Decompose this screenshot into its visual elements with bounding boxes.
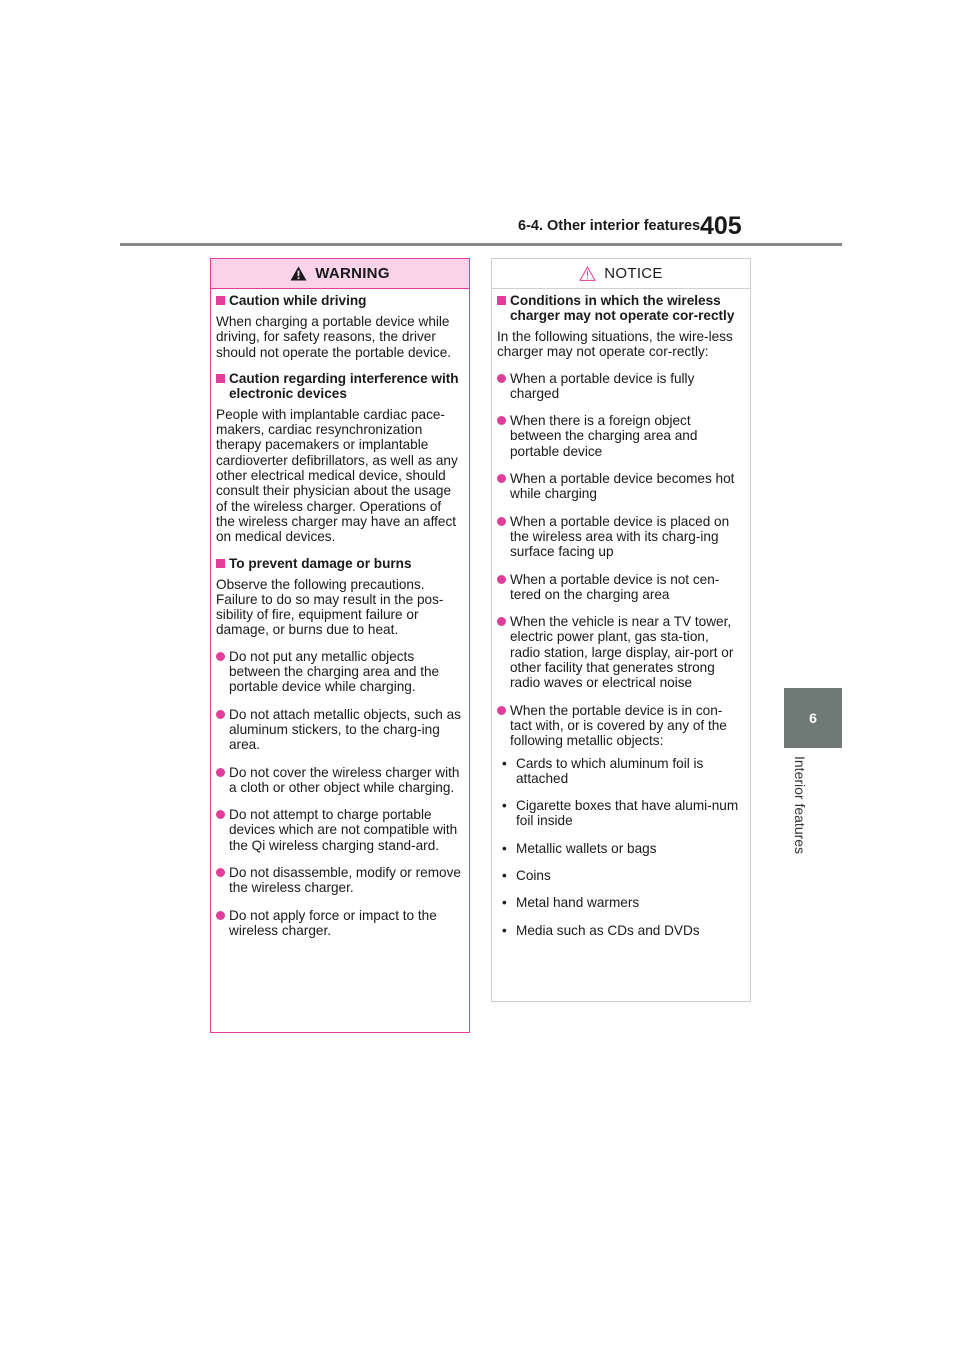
round-bullet-icon	[497, 374, 506, 383]
notice-sub-item: • Cards to which aluminum foil is attached	[502, 755, 704, 786]
notice-sub-item: • Media such as CDs and DVDs	[502, 922, 700, 938]
square-bullet-icon	[216, 559, 225, 568]
warning-bullet: Do not cover the wireless charger with a cloth or other object while charging.	[216, 765, 461, 796]
warning-section-paragraph: When charging a portable device while driving, for safety reasons, the driver should not operate the portable device.	[216, 314, 452, 360]
round-bullet-icon	[497, 474, 506, 483]
notice-sub-item: • Metallic wallets or bags	[502, 840, 657, 856]
warning-bullet: Do not apply force or impact to the wireless charger.	[216, 908, 461, 939]
warning-section-heading: Caution regarding interference with electronic devices	[216, 371, 461, 401]
notice-paragraph: In the following situations, the wire-less charger may not operate cor-rectly:	[497, 329, 733, 360]
warning-section-paragraph: People with implantable cardiac pace-makers, cardiac resynchronization therapy pacemakers or implantable cardioverter defibrillators, as well as any other electrical medical device, should consult their physician about the usage of the wireless charger. Operations of the wireless charger may have an affect on medical devices.	[216, 406, 458, 545]
warning-triangle-icon	[290, 266, 307, 281]
notice-header	[492, 259, 750, 289]
sub-bullet-mark: •	[502, 868, 507, 884]
round-bullet-icon	[497, 416, 506, 425]
warning-bullet: Do not disassemble, modify or remove the wireless charger.	[216, 865, 461, 896]
warning-section-paragraph: Observe the following precautions. Failure to do so may result in the pos-sibility of fire, equipment failure or damage, or burns due to heat.	[216, 576, 444, 638]
square-bullet-icon	[216, 296, 225, 305]
round-bullet-icon	[216, 911, 225, 920]
notice-bullet: When a portable device becomes hot while charging	[497, 471, 742, 502]
warning-body	[211, 289, 469, 938]
round-bullet-icon	[216, 810, 225, 819]
warning-title: WARNING	[315, 265, 390, 282]
warning-box	[210, 258, 470, 1033]
notice-bullet: When a portable device is placed on the wireless area with its charg-ing surface facing up	[497, 514, 742, 560]
square-bullet-icon	[216, 374, 225, 383]
notice-title: NOTICE	[604, 265, 663, 282]
sub-bullet-mark: •	[502, 755, 507, 771]
notice-bullet: When the vehicle is near a TV tower, electric power plant, gas sta-tion, radio station, large display, air-port or other facility that generates strong radio waves or electrical noise	[497, 614, 742, 690]
sub-bullet-mark: •	[502, 895, 507, 911]
chapter-title: Interior features	[792, 756, 808, 855]
sub-bullet-mark: •	[502, 922, 507, 938]
round-bullet-icon	[497, 517, 506, 526]
notice-bullet: When a portable device is fully charged	[497, 371, 742, 402]
notice-triangle-icon	[579, 266, 596, 281]
notice-sub-item: • Cigarette boxes that have alumi-num foil inside	[502, 798, 739, 829]
round-bullet-icon	[216, 768, 225, 777]
notice-bullet: When a portable device is not cen-tered on the charging area	[497, 572, 742, 603]
round-bullet-icon	[216, 652, 225, 661]
round-bullet-icon	[216, 710, 225, 719]
notice-bullet: When the portable device is in con-tact with, or is covered by any of the following metallic objects:	[497, 703, 742, 749]
chapter-number: 6	[809, 710, 817, 726]
notice-section-heading: Conditions in which the wireless charger may not operate cor-rectly	[497, 293, 742, 323]
notice-bullet: When there is a foreign object between the charging area and portable device	[497, 413, 742, 459]
warning-bullet: Do not attach metallic objects, such as aluminum stickers, to the charg-ing area.	[216, 707, 461, 753]
section-title: 6-4. Other interior features	[518, 218, 701, 234]
warning-section-heading: Caution while driving	[216, 293, 461, 308]
round-bullet-icon	[216, 868, 225, 877]
round-bullet-icon	[497, 575, 506, 584]
square-bullet-icon	[497, 296, 506, 305]
page-number: 405	[700, 212, 742, 240]
header-divider	[120, 243, 842, 246]
notice-body	[492, 289, 750, 938]
notice-sub-item: • Metal hand warmers	[502, 895, 640, 911]
warning-section-heading: To prevent damage or burns	[216, 556, 461, 571]
round-bullet-icon	[497, 617, 506, 626]
sub-bullet-mark: •	[502, 840, 507, 856]
warning-bullet: Do not attempt to charge portable devices which are not compatible with the Qi wireless charging stand-ard.	[216, 807, 461, 853]
notice-sub-item: • Coins	[502, 868, 551, 884]
sub-bullet-mark: •	[502, 798, 507, 814]
round-bullet-icon	[497, 706, 506, 715]
warning-bullet: Do not put any metallic objects between the charging area and the portable device while charging.	[216, 649, 461, 695]
chapter-tab[interactable]	[784, 688, 842, 748]
notice-box	[491, 258, 751, 1002]
warning-header	[211, 259, 469, 289]
